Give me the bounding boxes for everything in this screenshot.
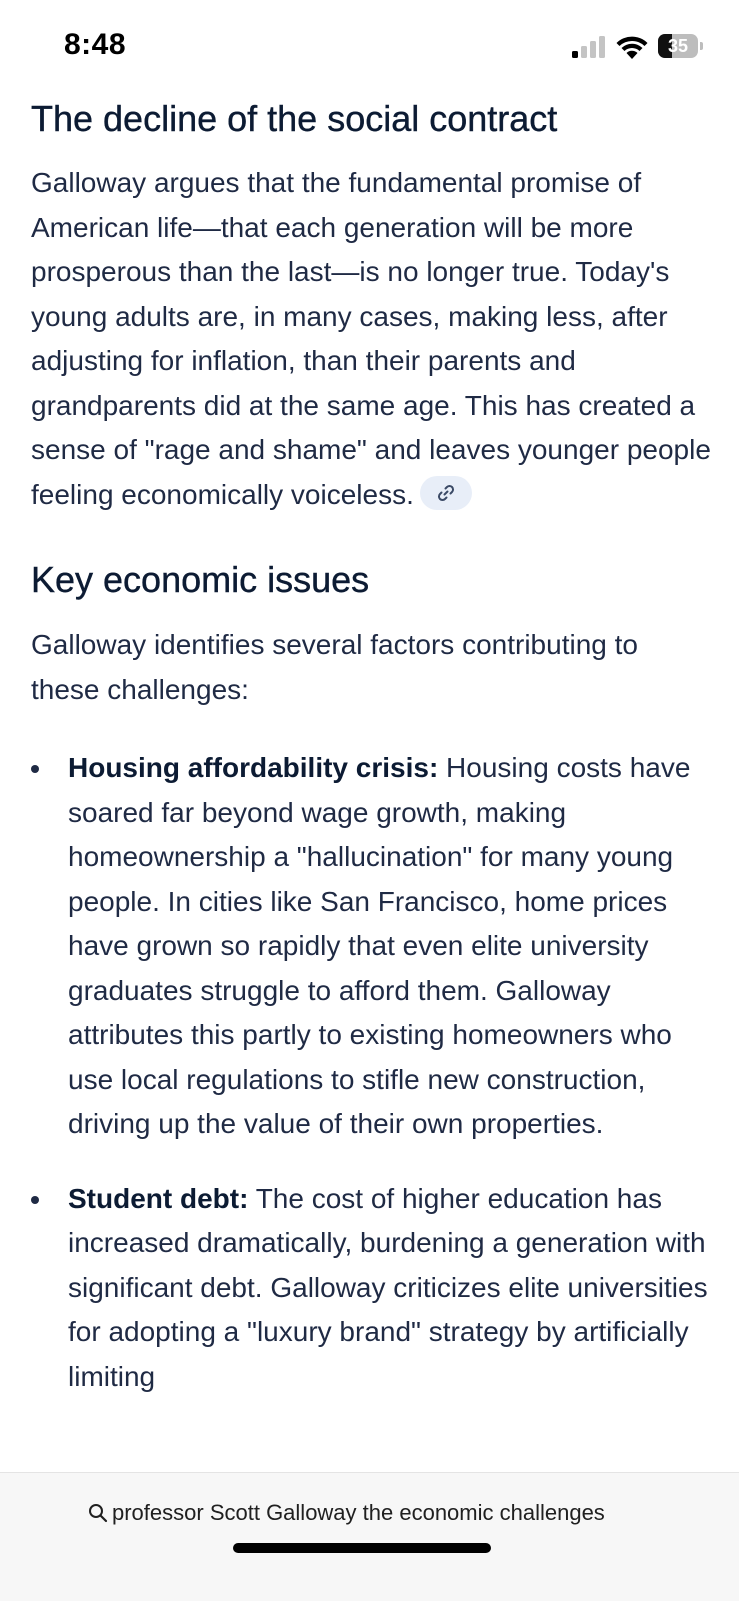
- paragraph-text: Galloway argues that the fundamental promise of American life—that each generation will be more prosperous than the last—is no longer true. Today's young adults are, in many cases, making less, after adjusting for inflation, than their parents and grandparents did at the same age. This has created a sense of "rage and shame" and leaves younger people feeling economically voiceless.: [31, 167, 711, 510]
- battery-icon: [658, 34, 702, 58]
- bullet-dot: [31, 765, 39, 773]
- bullet-dot: [31, 1196, 39, 1204]
- list-item: [31, 746, 711, 1147]
- cellular-signal-icon: [572, 36, 608, 58]
- wifi-icon: [614, 32, 650, 60]
- section-paragraph-social-contract: [31, 161, 711, 517]
- search-fade: [610, 1497, 650, 1529]
- list-item-term: Housing affordability crisis:: [68, 752, 439, 783]
- list-item: [31, 1177, 711, 1400]
- issues-list: [31, 746, 711, 1399]
- section-intro-key-issues: Galloway identifies several factors contributing to these challenges:: [31, 629, 638, 705]
- list-item-term: Student debt:: [68, 1182, 249, 1214]
- source-link-chip[interactable]: [420, 476, 472, 510]
- section-heading-key-issues: Key economic issues: [31, 559, 370, 600]
- status-time: 8:48: [64, 28, 127, 61]
- section-heading-social-contract: The decline of the social contract: [31, 98, 558, 139]
- status-bar: [0, 0, 739, 90]
- link-icon: [436, 483, 456, 503]
- list-item-text: The cost of higher education has increased dramatically, burdening a generation with significant debt. Galloway criticizes elite universities for adopting a "luxury brand" strategy by artificially limiting: [68, 1182, 708, 1392]
- search-query[interactable]: [88, 1497, 640, 1529]
- home-indicator[interactable]: [233, 1543, 491, 1553]
- search-query-text: professor Scott Galloway the economic challenges: [112, 1500, 605, 1525]
- battery-level: 35: [667, 36, 689, 56]
- list-item-text: Housing costs have soared far beyond wage growth, making homeownership a "hallucination" for many young people. In cities like San Francisco, home prices have grown so rapidly that even elite university graduates struggle to afford them. Galloway attributes this partly to existing homeowners who use local regulations to stifle new construction, driving up the value of their own properties.: [68, 752, 691, 1139]
- bottom-search-bar[interactable]: [0, 1472, 739, 1601]
- article-content: [31, 96, 711, 1429]
